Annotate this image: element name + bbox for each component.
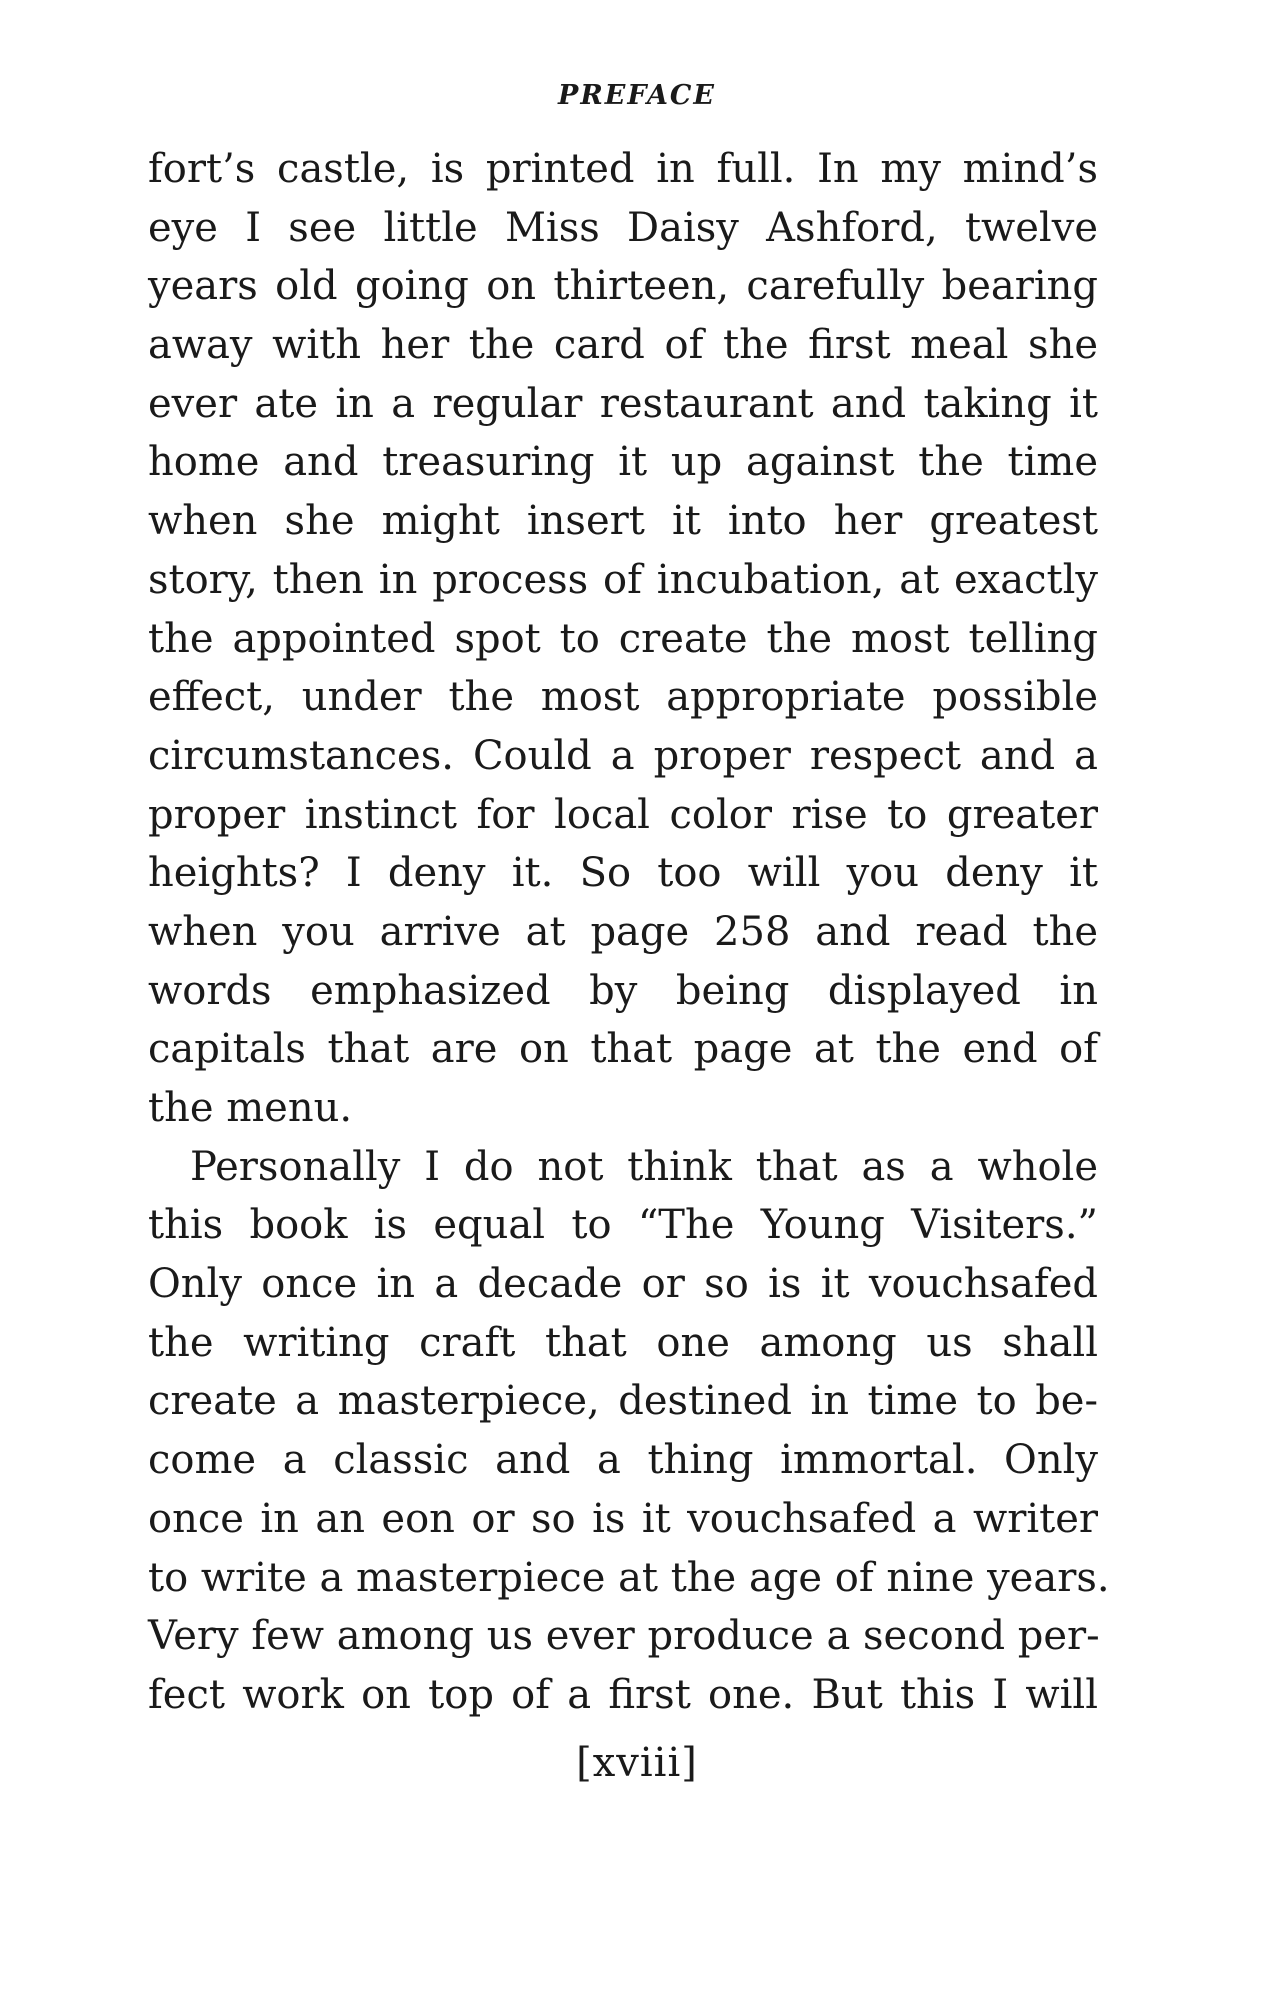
text-line: create a masterpiece, destined in time to be- [148, 1378, 1098, 1425]
text-line: when she might insert it into her greatest [148, 498, 1098, 545]
text-line: the writing craft that one among us shall [148, 1319, 1098, 1366]
text-line: fort’s castle, is printed in full. In my mind’s [148, 146, 1098, 192]
text-line: Only once in a decade or so is it vouchsafed [148, 1261, 1098, 1308]
text-line: effect, under the most appropriate possible [148, 674, 1098, 721]
text-line: away with her the card of the first meal she [148, 322, 1098, 369]
text-line: fect work on top of a first one. But this I will [148, 1671, 1098, 1718]
text-line: years old going on thirteen, carefully bearing [148, 263, 1098, 310]
page-number: [xviii] [576, 1740, 698, 1786]
text-line: Very few among us ever produce a second per- [148, 1613, 1100, 1660]
text-line: ever ate in a regular restaurant and taking it [148, 380, 1098, 427]
text-line: when you arrive at page 258 and read the [148, 908, 1098, 955]
running-head: PREFACE [558, 80, 716, 111]
body-text [148, 140, 1110, 1725]
text-line: words emphasized by being displayed in [148, 967, 1098, 1014]
paragraph [148, 140, 1098, 1138]
text-line: to write a masterpiece at the age of nine years. [148, 1554, 1110, 1601]
text-line: this book is equal to “The Young Visiters.” [148, 1202, 1098, 1249]
text-line: story, then in process of incubation, at exactly [148, 556, 1098, 603]
text-line: the appointed spot to create the most telling [148, 615, 1098, 662]
text-line: home and treasuring it up against the time [148, 439, 1098, 486]
text-line: capitals that are on that page at the end of [148, 1026, 1098, 1073]
text-line: proper instinct for local color rise to greater [148, 791, 1098, 838]
text-line: Personally I do not think that as a whole [190, 1143, 1098, 1190]
text-line: the menu. [148, 1085, 353, 1131]
text-line: eye I see little Miss Daisy Ashford, twelve [148, 204, 1098, 251]
text-line: once in an eon or so is it vouchsafed a writer [148, 1495, 1098, 1542]
paragraph [148, 1138, 1110, 1725]
text-line: come a classic and a thing immortal. Only [148, 1437, 1098, 1484]
text-line: heights? I deny it. So too will you deny it [148, 850, 1098, 897]
text-line: circumstances. Could a proper respect and a [148, 732, 1098, 779]
